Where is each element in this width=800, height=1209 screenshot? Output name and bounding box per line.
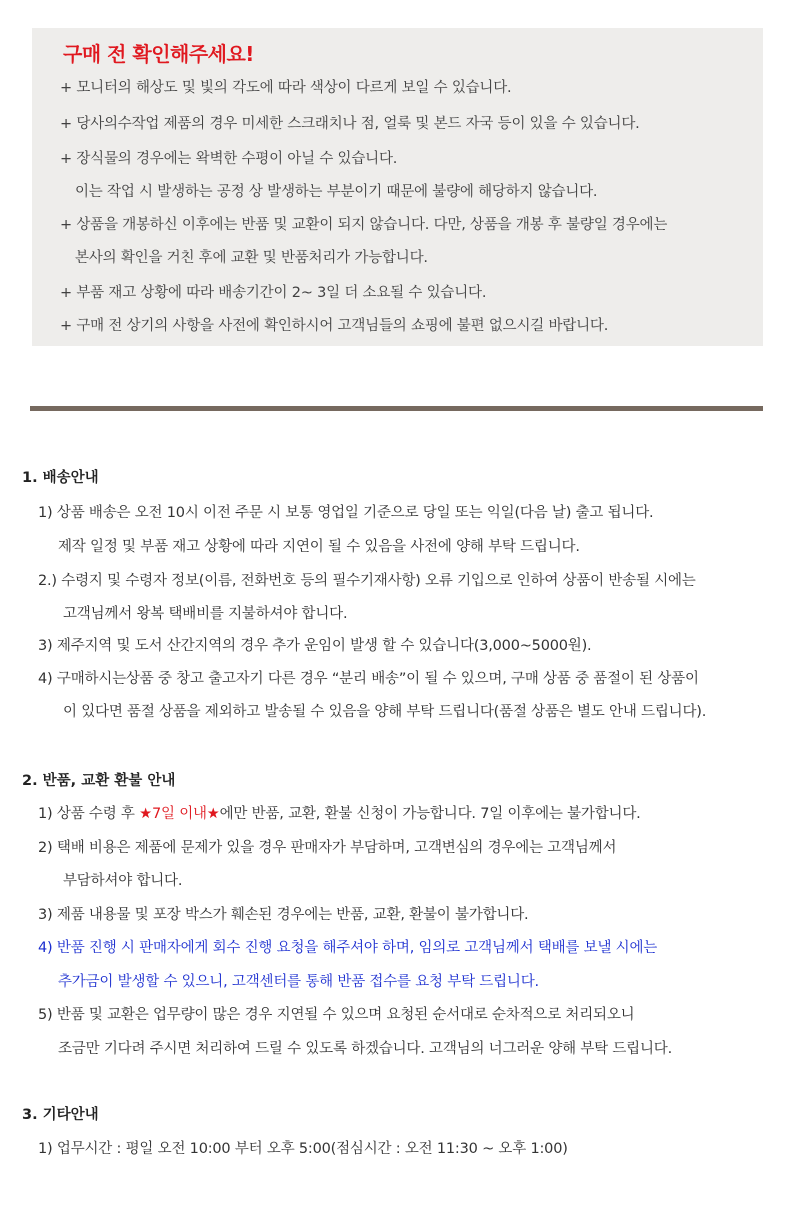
shipping-line: 2.) 수령지 및 수령자 정보(이름, 전화번호 등의 필수기재사항) 오류 기입으로 인하여 상품이 반송될 시에는 (38, 573, 696, 589)
returns-line-1-prefix: 1) 상품 수령 후 (38, 806, 140, 822)
shipping-line: 제작 일정 및 부품 재고 상황에 따라 지연이 될 수 있음을 사전에 양해 부탁 드립니다. (58, 539, 580, 555)
shipping-line: 고객님께서 왕복 택배비를 지불하셔야 합니다. (63, 606, 348, 622)
section-divider (30, 406, 763, 411)
returns-line: 조금만 기다려 주시면 처리하여 드릴 수 있도록 하겠습니다. 고객님의 너그러운 양해 부탁 드립니다. (58, 1041, 673, 1057)
returns-line-blue: 추가금이 발생할 수 있으니, 고객센터를 통해 반품 접수를 요청 부탁 드립니다. (58, 974, 539, 990)
notice-line: + 구매 전 상기의 사항을 사전에 확인하시어 고객님들의 쇼핑에 불편 없으시길 바랍니다. (60, 318, 609, 334)
shipping-line: 1) 상품 배송은 오전 10시 이전 주문 시 보통 영업일 기준으로 당일 또는 익일(다음 날) 출고 됩니다. (38, 505, 654, 521)
notice-title: 구매 전 확인해주세요! (63, 42, 254, 66)
shipping-title: 1. 배송안내 (22, 470, 99, 486)
returns-line: 부담하셔야 합니다. (63, 873, 183, 889)
returns-title: 2. 반품, 교환 환불 안내 (22, 773, 176, 789)
notice-line: + 상품을 개봉하신 이후에는 반품 및 교환이 되지 않습니다. 다만, 상품을 개봉 후 불량일 경우에는 (60, 217, 668, 233)
notice-line: 본사의 확인을 거친 후에 교환 및 반품처리가 가능합니다. (75, 250, 428, 266)
returns-line-1 (38, 802, 641, 823)
notice-line: + 모니터의 해상도 및 빛의 각도에 따라 색상이 다르게 보일 수 있습니다. (60, 80, 512, 96)
other-title: 3. 기타안내 (22, 1107, 99, 1123)
other-line: 1) 업무시간 : 평일 오전 10:00 부터 오후 5:00(점심시간 : 오전 11:30 ~ 오후 1:00) (38, 1141, 568, 1157)
returns-line-1-suffix: 에만 반품, 교환, 환불 신청이 가능합니다. 7일 이후에는 불가합니다. (219, 806, 641, 822)
notice-line: 이는 작업 시 발생하는 공정 상 발생하는 부분이기 때문에 불량에 해당하지 않습니다. (75, 184, 598, 200)
shipping-line: 이 있다면 품절 상품을 제외하고 발송될 수 있음을 양해 부탁 드립니다(품절 상품은 별도 안내 드립니다). (63, 704, 707, 720)
returns-line: 3) 제품 내용물 및 포장 박스가 훼손된 경우에는 반품, 교환, 환불이 불가합니다. (38, 907, 529, 923)
notice-line: + 장식물의 경우에는 왁벽한 수평이 아닐 수 있습니다. (60, 151, 398, 167)
returns-highlight: ★7일 이내★ (139, 806, 220, 822)
returns-line: 5) 반품 및 교환은 업무량이 많은 경우 지연될 수 있으며 요청된 순서대로 순차적으로 처리되오니 (38, 1007, 635, 1023)
shipping-line: 3) 제주지역 및 도서 산간지역의 경우 추가 운임이 발생 할 수 있습니다(3,000~5000원). (38, 638, 592, 654)
notice-line: + 당사의수작업 제품의 경우 미세한 스크래치나 점, 얼룩 및 본드 자국 등이 있을 수 있습니다. (60, 116, 640, 132)
shipping-line: 4) 구매하시는상품 중 창고 출고자기 다른 경우 “분리 배송”이 될 수 있으며, 구매 상품 중 품절이 된 상품이 (38, 671, 699, 687)
returns-line-blue: 4) 반품 진행 시 판매자에게 회수 진행 요청을 해주셔야 하며, 임의로 고객님께서 택배를 보낼 시에는 (38, 940, 658, 956)
returns-line: 2) 택배 비용은 제품에 문제가 있을 경우 판매자가 부담하며, 고객변심의 경우에는 고객님께서 (38, 840, 617, 856)
notice-line: + 부품 재고 상황에 따라 배송기간이 2~ 3일 더 소요될 수 있습니다. (60, 285, 487, 301)
